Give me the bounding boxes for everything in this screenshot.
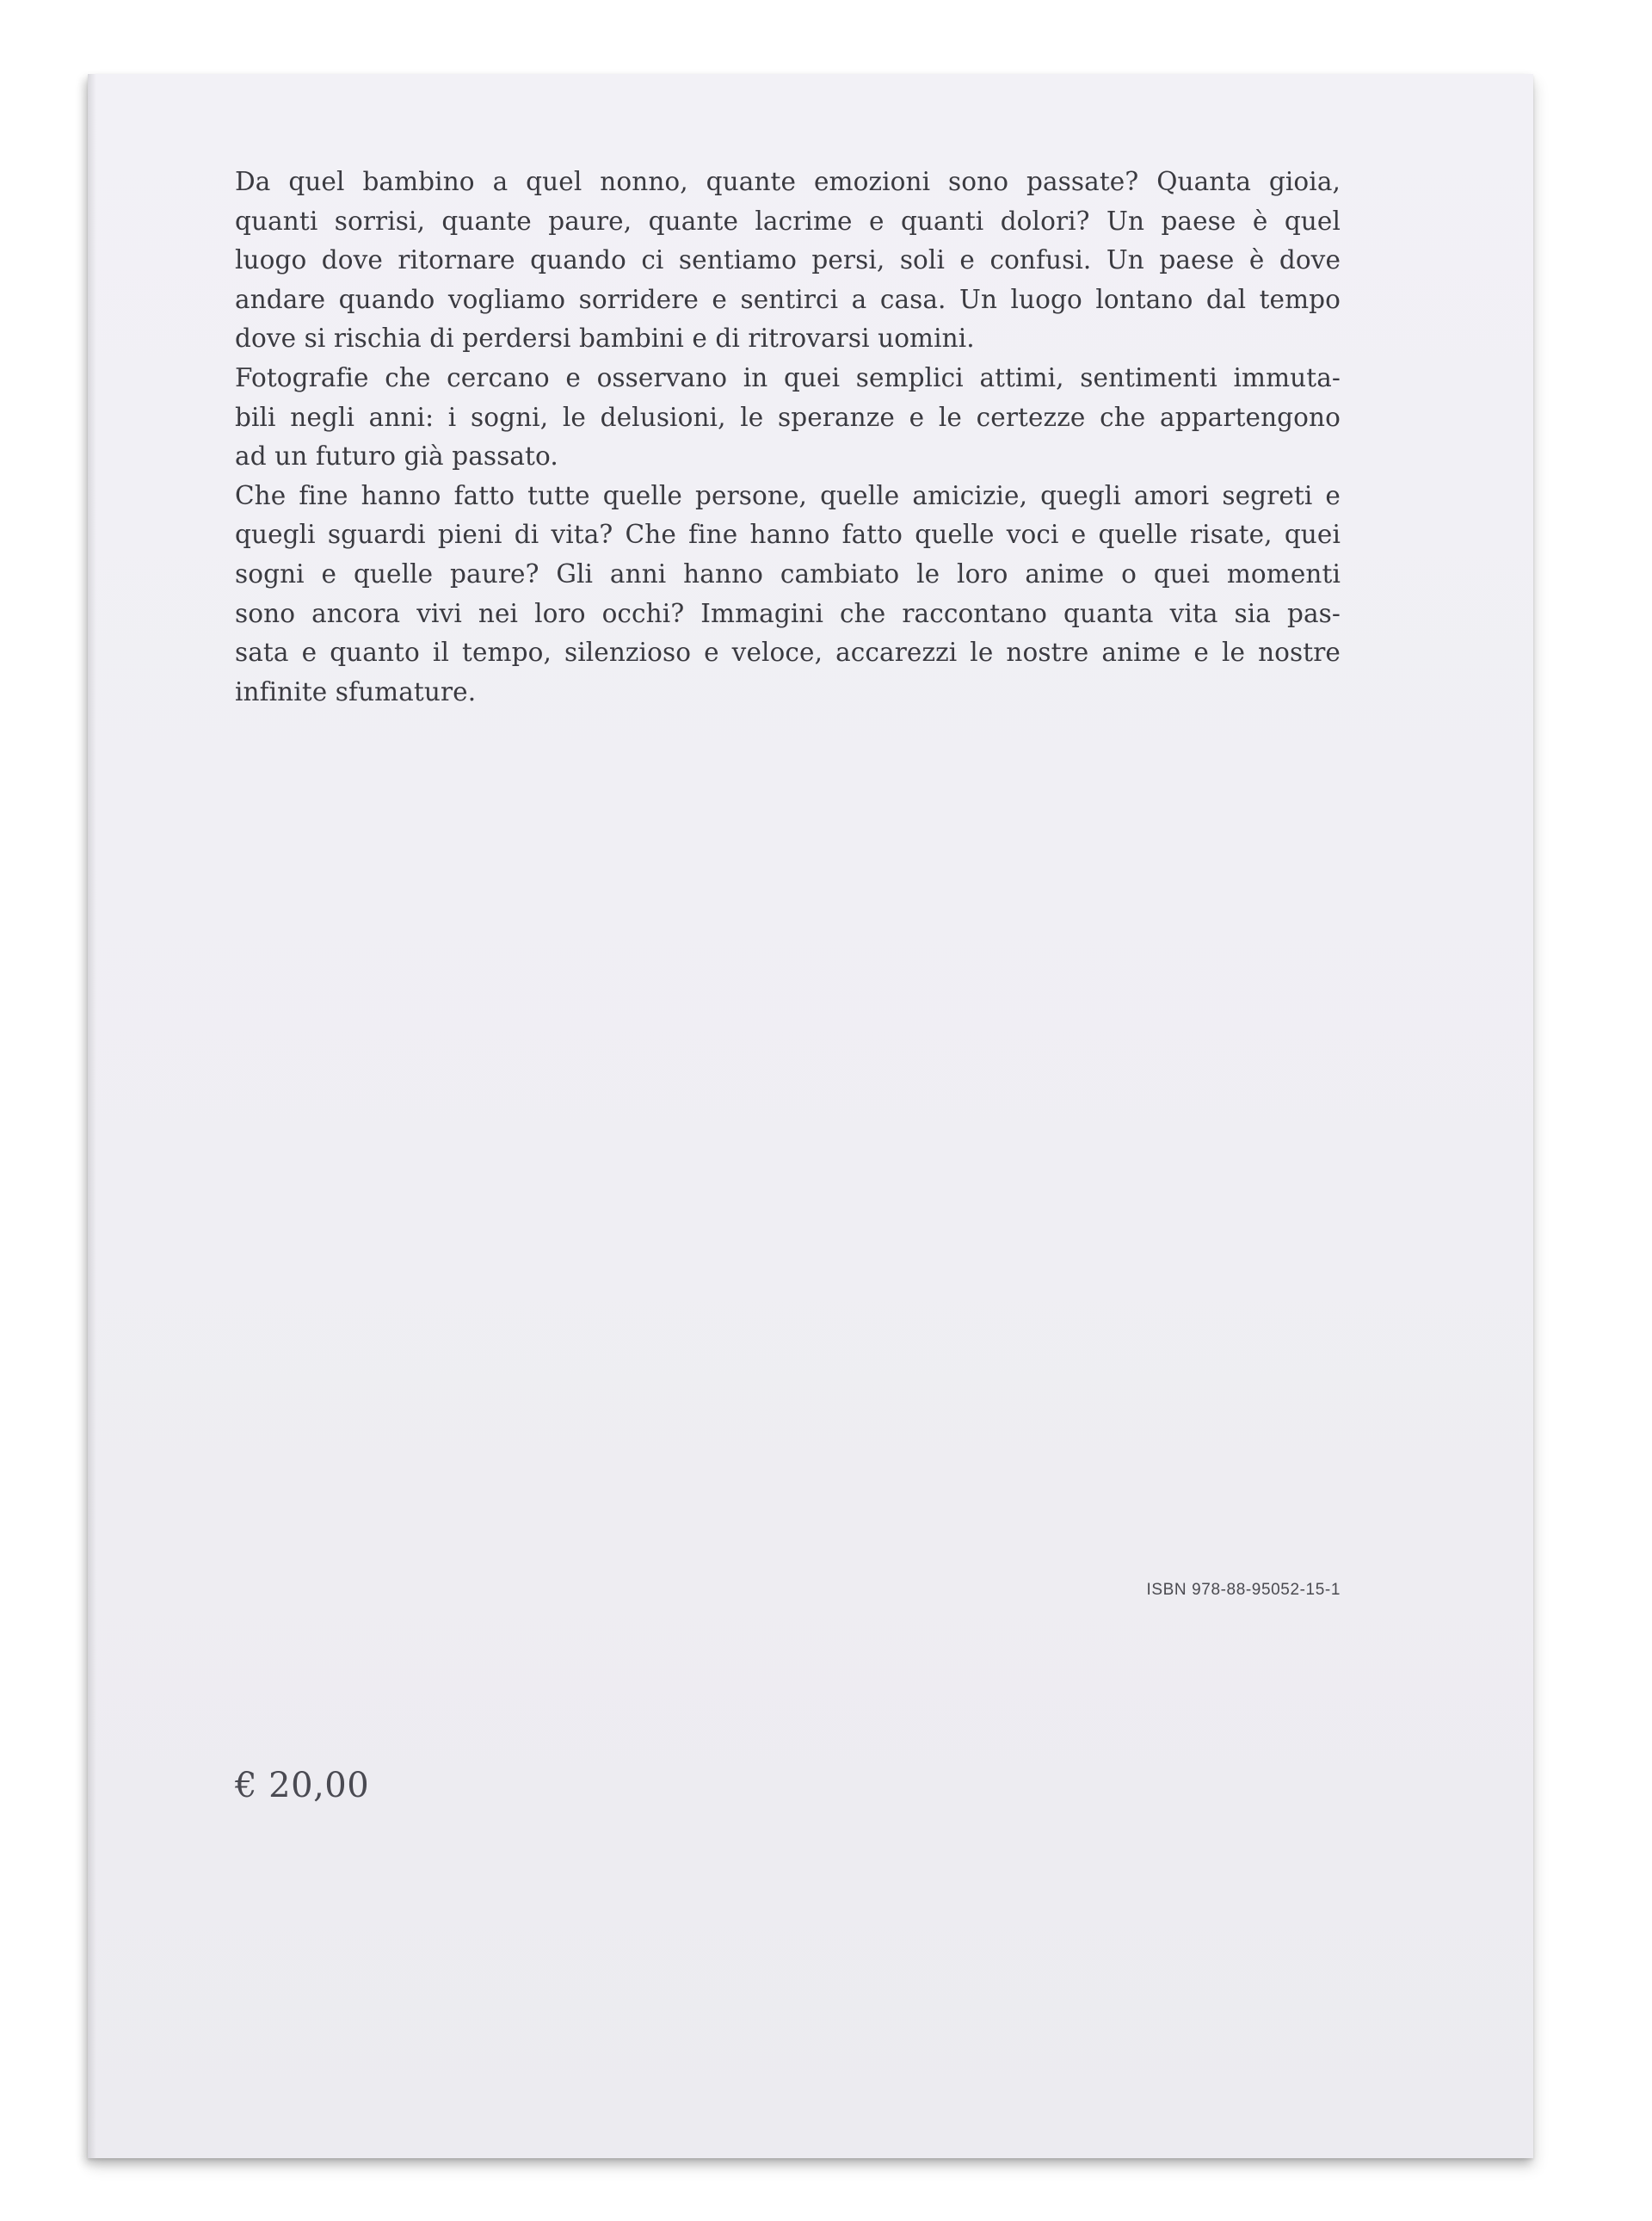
blurb-line: Fotografie che cercano e osservano in quei semplici attimi, sentimenti immuta- <box>235 362 1341 392</box>
blurb-line: bili negli anni: i sogni, le delusioni, le speranze e le certezze che appartengono <box>235 402 1341 432</box>
blurb-line: ad un futuro già passato. <box>235 441 558 472</box>
blurb-line: andare quando vogliamo sorridere e sentirci a casa. Un luogo lontano dal tempo <box>235 284 1341 314</box>
blurb-line: dove si rischia di perdersi bambini e di ritrovarsi uomini. <box>235 324 975 354</box>
back-cover-blurb <box>235 163 1341 712</box>
spine-shadow <box>88 74 96 2158</box>
blurb-line: sogni e quelle paure? Gli anni hanno cambiato le loro anime o quei momenti <box>235 558 1341 589</box>
blurb-line: quegli sguardi pieni di vita? Che fine hanno fatto quelle voci e quelle risate, quei <box>235 520 1341 550</box>
blurb-line: sata e quanto il tempo, silenzioso e veloce, accarezzi le nostre anime e le nostre <box>235 638 1341 668</box>
blurb-line: infinite sfumature. <box>235 676 477 706</box>
blurb-line: sono ancora vivi nei loro occhi? Immagini che raccontano quanta vita sia pas- <box>235 598 1341 628</box>
blurb-line: Che fine hanno fatto tutte quelle persone, quelle amicizie, quegli amori segreti e <box>235 480 1341 510</box>
price-label: € 20,00 <box>235 1766 370 1805</box>
blurb-line: luogo dove ritornare quando ci sentiamo persi, soli e confusi. Un paese è dove <box>235 245 1341 275</box>
blurb-line: quanti sorrisi, quante paure, quante lacrime e quanti dolori? Un paese è quel <box>235 206 1341 236</box>
isbn-label: ISBN 978-88-95052-15-1 <box>1146 1581 1341 1599</box>
blurb-line: Da quel bambino a quel nonno, quante emozioni sono passate? Quanta gioia, <box>235 167 1341 196</box>
